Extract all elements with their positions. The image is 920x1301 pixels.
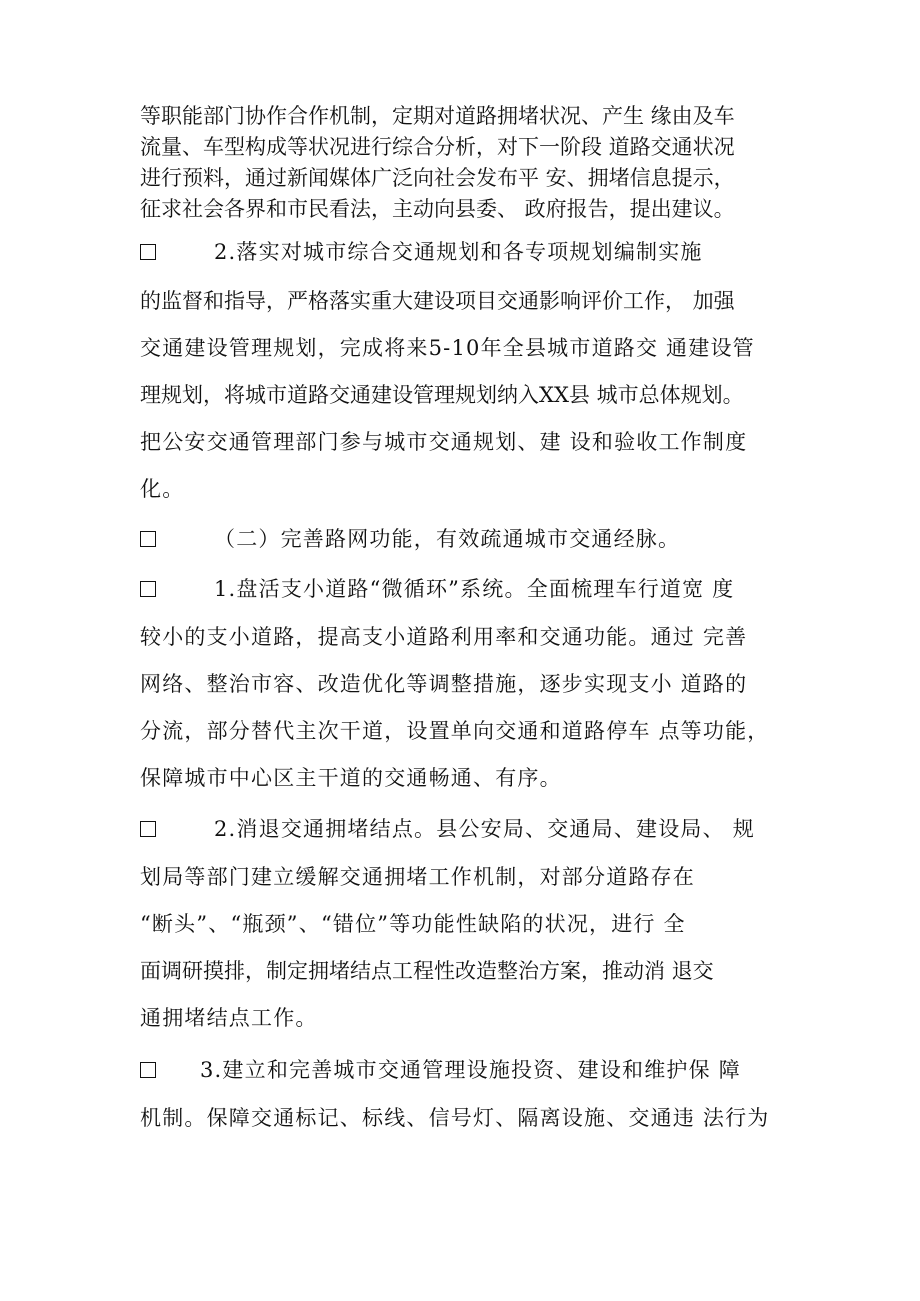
- paragraph-line: 划局等部门建立缓解交通拥堵工作机制，对部分道路存在: [140, 865, 695, 889]
- paragraph-line: 保障城市中心区主干道的交通畅通、有序。: [140, 766, 562, 790]
- paragraph-line: 等职能部门协作合作机制，定期对道路拥堵状况、产生 缘由及车: [140, 104, 735, 128]
- paragraph-line: 化。: [140, 477, 185, 501]
- paragraph-line: 把公安交通管理部门参与城市交通规划、建 设和验收工作制度: [140, 430, 748, 454]
- paragraph-line: 面调研摸排，制定拥堵结点工程性改造整治方案，推动消 退交: [140, 959, 714, 983]
- checkbox-icon: [140, 1062, 156, 1078]
- checkbox-icon: [140, 244, 156, 260]
- item-first-line: 2.落实对城市综合交通规划和各专项规划编制实施: [214, 240, 703, 264]
- item-first-line: 2.消退交通拥堵结点。县公安局、交通局、建设局、 规: [214, 817, 755, 841]
- paragraph-line: 机制。保障交通标记、标线、信号灯、隔离设施、交通违 法行为: [140, 1106, 770, 1130]
- checkbox-icon: [140, 821, 156, 837]
- checkbox-icon: [140, 531, 156, 547]
- paragraph-line: 的监督和指导，严格落实重大建设项目交通影响评价工作， 加强: [140, 289, 735, 313]
- paragraph-line: 流量、车型构成等状况进行综合分析，对下一阶段 道路交通状况: [140, 135, 735, 159]
- paragraph-line: 进行预料，通过新闻媒体广泛向社会发布平 安、拥堵信息提示，: [140, 166, 735, 190]
- paragraph-line: 征求社会各界和市民看法，主动向县委、 政府报告，提出建议。: [140, 197, 735, 221]
- paragraph-line: 较小的支小道路，提高支小道路利用率和交通功能。通过 完善: [140, 625, 748, 649]
- paragraph-line: 网络、整治市容、改造优化等调整措施，逐步实现支小 道路的: [140, 672, 748, 696]
- paragraph-line: “断头”、“瓶颈”、“错位”等功能性缺陷的状况，进行 全: [140, 912, 686, 936]
- paragraph-line: 分流，部分替代主次干道，设置单向交通和道路停车 点等功能，: [140, 719, 770, 743]
- paragraph-line: 交通建设管理规划，完成将来5-10年全县城市道路交 通建设管: [140, 336, 755, 360]
- paragraph-line: 通拥堵结点工作。: [140, 1006, 318, 1030]
- item-first-line: 3.建立和完善城市交通管理设施投资、建设和维护保 障: [200, 1058, 741, 1082]
- item-first-line: 1.盘活支小道路“微循环”系统。全面梳理车行道宽 度: [214, 577, 735, 601]
- checkbox-icon: [140, 581, 156, 597]
- paragraph-line: 理规划，将城市道路交通建设管理规划纳入XX县 城市总体规划。: [140, 383, 744, 407]
- section-heading: （二）完善路网功能，有效疏通城市交通经脉。: [214, 527, 681, 551]
